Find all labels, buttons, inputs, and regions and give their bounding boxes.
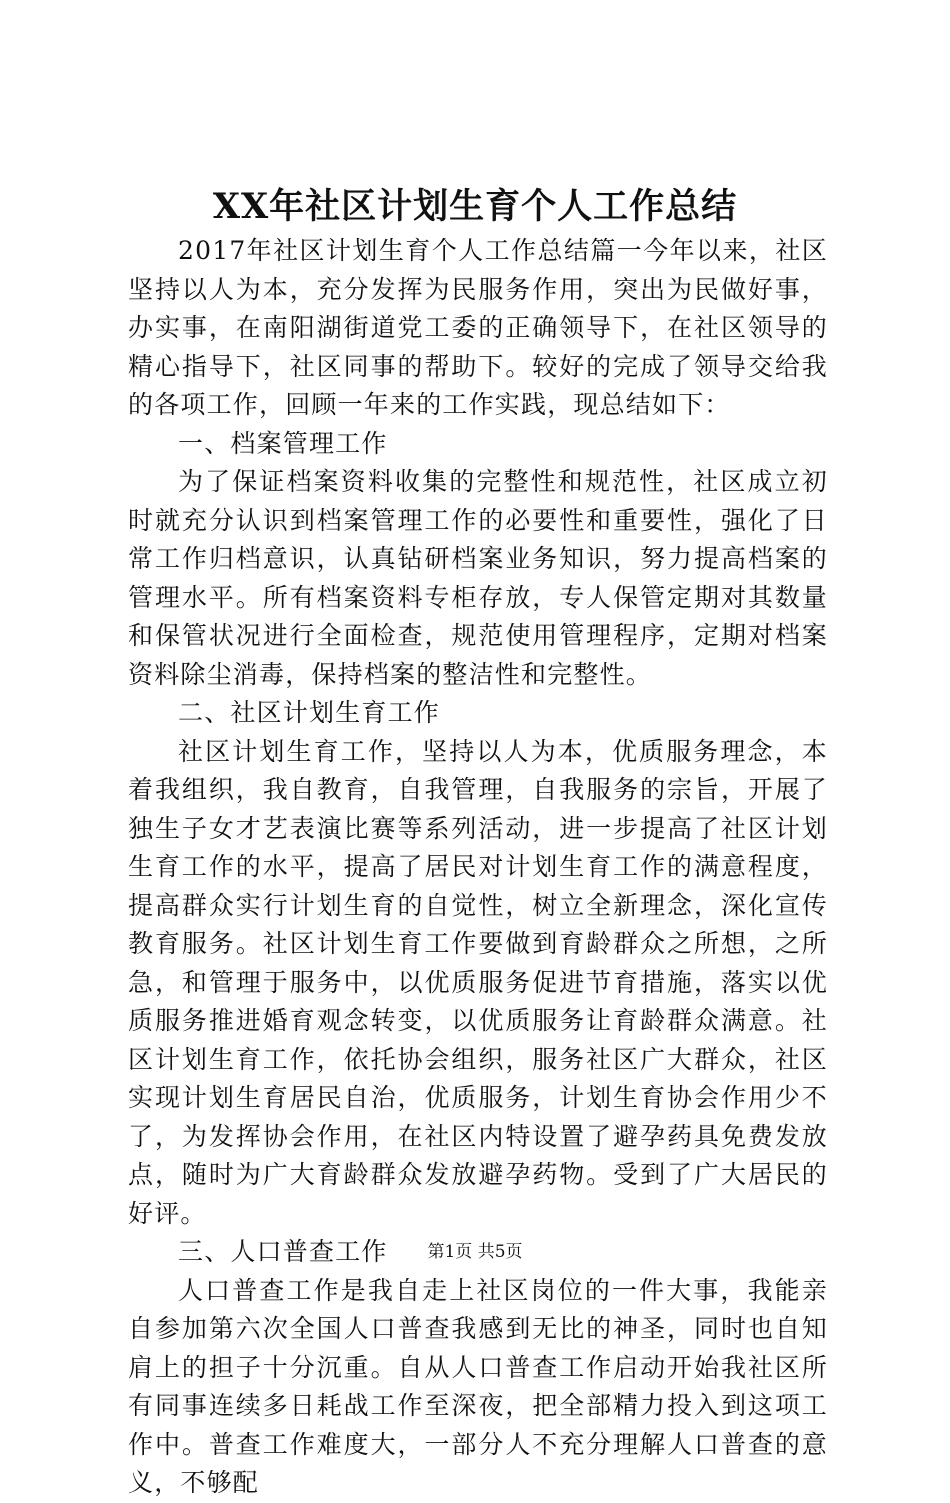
paragraph-census: 人口普查工作是我自走上社区岗位的一件大事，我能亲自参加第六次全国人口普查我感到无比的神圣，同时也自知肩上的担子十分沉重。自从人口普查工作启动开始我社区所有同事连续多日耗战工作至深夜，把全部精力投入到这项工作中。普查工作难度大，一部分人不充分理解人口普查的意义，不够配 bbox=[128, 1275, 828, 1497]
page-footer: 第1页 共5页 bbox=[427, 1242, 523, 1262]
section-heading-family-planning: 二、社区计划生育工作 bbox=[178, 698, 441, 727]
section-heading-census: 三、人口普查工作 bbox=[178, 1237, 388, 1266]
document-title: XX年社区计划生育个人工作总结 bbox=[212, 186, 738, 227]
document-body bbox=[128, 232, 828, 1503]
section-heading-archives: 一、档案管理工作 bbox=[178, 428, 388, 458]
paragraph-family-planning: 社区计划生育工作，坚持以人为本，优质服务理念，本着我组织，我自教育，自我管理，自我服务的宗旨，开展了独生子女才艺表演比赛等系列活动，进一步提高了社区计划生育工作的水平，提高了居民对计划生育工作的满意程度，提高群众实行计划生育的自觉性，树立全新理念，深化宣传教育服务。社区计划生育工作要做到育龄群众之所想，之所急，和管理于服务中，以优质服务促进节育措施，落实以优质服务推进婚育观念转变，以优质服务让育龄群众满意。社区计划生育工作，依托协会组织，服务社区广大群众，社区实现计划生育居民自治，优质服务，计划生育协会作用少不了，为发挥协会作用，在社区内特设置了避孕药具免费发放点，随时为广大育龄群众发放避孕药物。受到了广大居民的好评。 bbox=[128, 736, 828, 1228]
paragraph-intro: 2017年社区计划生育个人工作总结篇一今年以来，社区坚持以人为本，充分发挥为民服务作用，突出为民做好事，办实事，在南阳湖街道党工委的正确领导下，在社区领导的精心指导下，社区同事的帮助下。较好的完成了领导交给我的各项工作，回顾一年来的工作实践，现总结如下： bbox=[128, 236, 828, 419]
paragraph-archives: 为了保证档案资料收集的完整性和规范性，社区成立初时就充分认识到档案管理工作的必要性和重要性，强化了日常工作归档意识，认真钻研档案业务知识，努力提高档案的管理水平。所有档案资料专柜存放，专人保管定期对其数量和保管状况进行全面检查，规范使用管理程序，定期对档案资料除尘消毒，保持档案的整洁性和完整性。 bbox=[128, 467, 828, 689]
